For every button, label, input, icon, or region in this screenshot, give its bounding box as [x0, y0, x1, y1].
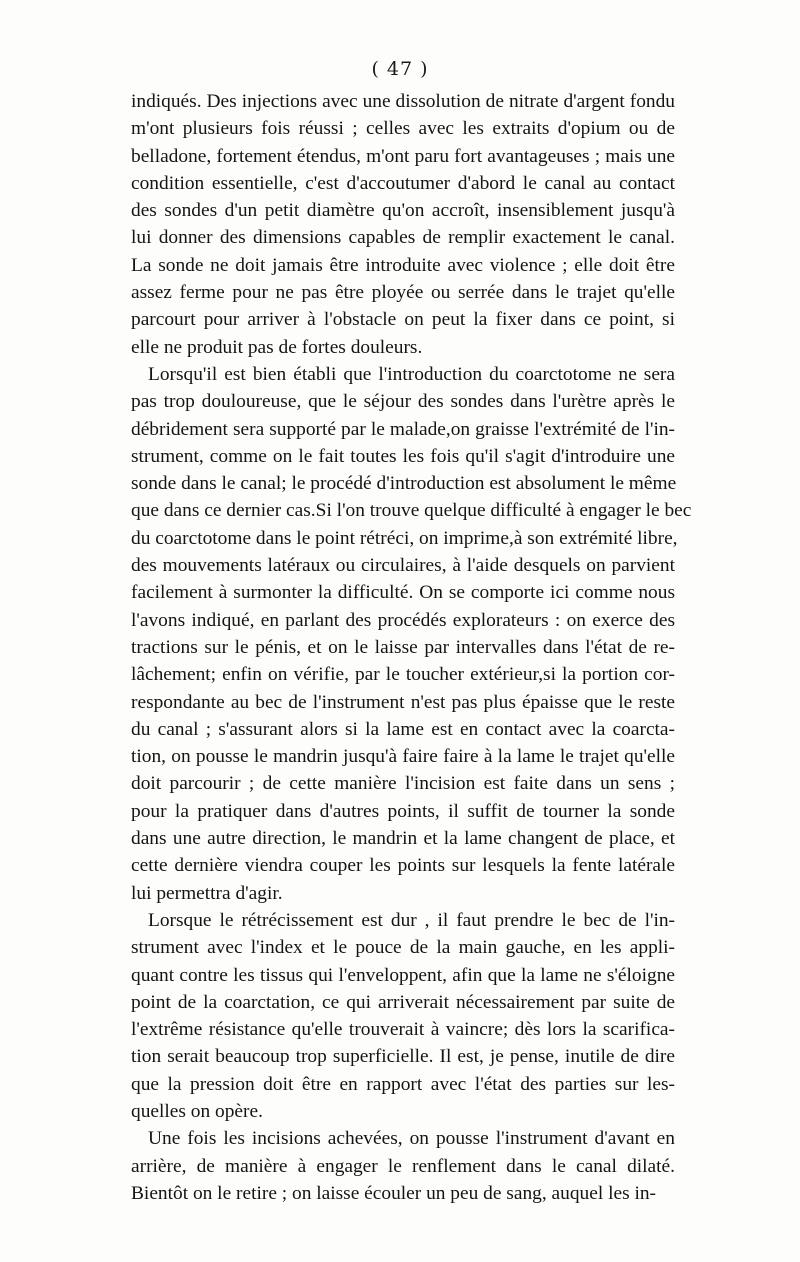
text-line: lui donner des dimensions capables de remplir exactement le canal.: [131, 227, 675, 249]
text-line: Lorsqu'il est bien établi que l'introduction du coarctotome ne sera: [148, 363, 675, 385]
text-line: quelles on opère.: [131, 1100, 263, 1122]
text-line: pas trop douloureuse, que le séjour des sondes dans l'urètre après le: [131, 391, 675, 413]
text-line: strument avec l'index et le pouce de la main gauche, en les appli-: [131, 937, 675, 959]
text-line: cette dernière viendra couper les points sur lesquels la fente latérale: [131, 855, 675, 877]
text-line: pour la pratiquer dans d'autres points, il suffit de tourner la sonde: [131, 800, 675, 822]
text-line: des mouvements latéraux ou circulaires, à l'aide desquels on parvient: [131, 555, 675, 577]
text-line: du coarctotome dans le point rétréci, on imprime,à son extrémité libre,: [131, 527, 678, 549]
paragraph: [131, 1125, 675, 1207]
text-line: La sonde ne doit jamais être introduite avec violence ; elle doit être: [131, 254, 675, 276]
text-line: des sondes d'un petit diamètre qu'on accroît, insensiblement jusqu'à: [131, 200, 675, 222]
text-line: tion serait beaucoup trop superficielle. Il est, je pense, inutile de dire: [131, 1046, 675, 1068]
text-line: respondante au bec de l'instrument n'est pas plus épaisse que le reste: [131, 691, 675, 713]
text-line: du canal ; s'assurant alors si la lame est en contact avec la coarcta-: [131, 718, 675, 740]
text-line: belladone, fortement étendus, m'ont paru fort avantageuses ; mais une: [131, 145, 675, 167]
text-line: tion, on pousse le mandrin jusqu'à faire faire à la lame le trajet qu'elle: [131, 746, 675, 768]
text-line: l'extrême résistance qu'elle trouverait à vaincre; dès lors la scarifica-: [131, 1019, 675, 1041]
text-line: sonde dans le canal; le procédé d'introduction est absolument le même: [131, 473, 677, 495]
text-line: lâchement; enfin on vérifie, par le toucher extérieur,si la portion cor-: [131, 664, 675, 686]
text-line: Bientôt on le retire ; on laisse écouler un peu de sang, auquel les in-: [131, 1182, 657, 1204]
text-line: dans une autre direction, le mandrin et la lame changent de place, et: [131, 828, 675, 850]
text-line: arrière, de manière à engager le renflement dans le canal dilaté.: [131, 1155, 675, 1177]
page-number: ( 47 ): [371, 58, 429, 80]
text-line: facilement à surmonter la difficulté. On se comporte ici comme nous: [131, 582, 675, 604]
text-line: doit parcourir ; de cette manière l'incision est faite dans un sens ;: [131, 773, 675, 795]
paragraph: [131, 361, 692, 907]
text-line: tractions sur le pénis, et on le laisse par intervalles dans l'état de re-: [131, 636, 675, 658]
text-line: quant contre les tissus qui l'enveloppent, afin que la lame ne s'éloigne: [131, 964, 675, 986]
text-line: lui permettra d'agir.: [131, 882, 283, 904]
text-line: assez ferme pour ne pas être ployée ou serrée dans le trajet qu'elle: [131, 282, 675, 304]
body-text: [131, 88, 692, 1207]
text-line: strument, comme on le fait toutes les fois qu'il s'agit d'introduire une: [131, 445, 675, 467]
text-line: Lorsque le rétrécissement est dur , il faut prendre le bec de l'in-: [148, 909, 675, 931]
text-line: parcourt pour arriver à l'obstacle on peut la fixer dans ce point, si: [131, 309, 675, 331]
paragraph: [131, 88, 675, 361]
text-line: m'ont plusieurs fois réussi ; celles avec les extraits d'opium ou de: [131, 118, 675, 140]
text-line: indiqués. Des injections avec une dissolution de nitrate d'argent fondu: [131, 91, 675, 112]
text-line: que dans ce dernier cas.Si l'on trouve quelque difficulté à engager le bec: [131, 500, 692, 522]
text-line: que la pression doit être en rapport avec l'état des parties sur les-: [131, 1073, 675, 1095]
text-line: point de la coarctation, ce qui arriverait nécessairement par suite de: [131, 991, 675, 1013]
text-line: Une fois les incisions achevées, on pousse l'instrument d'avant en: [148, 1128, 675, 1150]
text-line: débridement sera supporté par le malade,on graisse l'extrémité de l'in-: [131, 418, 675, 440]
paragraph: [131, 907, 675, 1125]
text-line: l'avons indiqué, en parlant des procédés explorateurs : on exerce des: [131, 609, 675, 631]
text-line: condition essentielle, c'est d'accoutumer d'abord le canal au contact: [131, 172, 675, 194]
text-line: elle ne produit pas de fortes douleurs.: [131, 336, 423, 358]
